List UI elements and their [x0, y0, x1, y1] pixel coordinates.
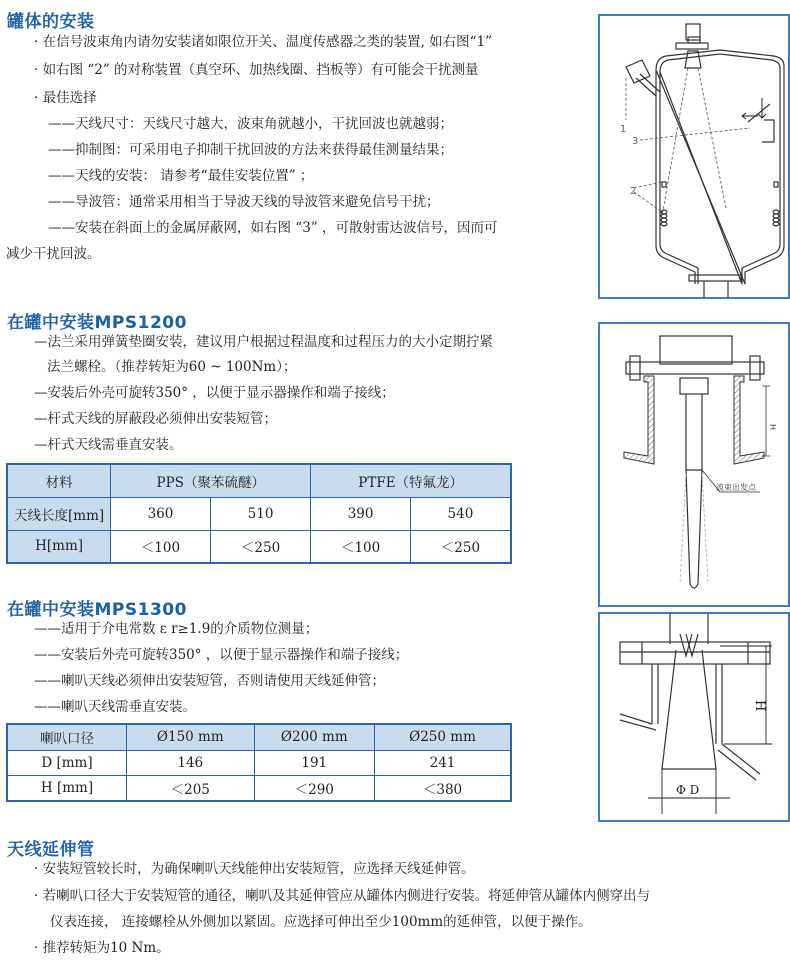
section-title-mps1300: 在罐中安装MPS1300: [7, 600, 187, 620]
table-row-label: H[mm]: [7, 530, 111, 563]
table-row-label: 天线长度[mm]: [7, 497, 111, 530]
table-header-cell: 喇叭口径: [7, 724, 127, 750]
extension-line-4: · 推荐转矩为10 Nm。: [34, 940, 170, 956]
mps1200-table: [6, 463, 512, 564]
table-row: [7, 750, 511, 775]
tank-label-1: 1: [620, 124, 627, 135]
mps1200-line-2: 法兰螺栓。（推荐转矩为60 ~ 100Nm）；: [47, 359, 297, 375]
table-row: [7, 497, 511, 530]
table-cell: 360: [111, 497, 211, 530]
table-header-cell: Ø150 mm: [127, 724, 254, 750]
rod-antenna-figure: [598, 322, 790, 607]
table-cell: 510: [210, 497, 311, 530]
mps1300-table: [6, 723, 512, 802]
mps1300-line-3: ——喇叭天线必须伸出安装短管，否则请使用天线延伸管；: [34, 673, 385, 689]
mps1300-line-4: ——喇叭天线需垂直安装。: [34, 699, 196, 715]
tank-line-9: 减少干扰回波。: [6, 246, 101, 262]
table-cell: ＜380: [375, 775, 511, 801]
tank-line-8: ——安装在斜面上的金属屏蔽网，如右图 “3” ，可散射雷达波信号，因而可: [48, 220, 498, 236]
table-cell: 146: [127, 750, 254, 775]
table-cell: ＜100: [111, 530, 211, 563]
section-title-tank: 罐体的安装: [7, 12, 95, 32]
table-row-label: H [mm]: [7, 775, 127, 801]
tank-line-5: ——抑制图：可采用电子抑制干扰回波的方法来获得最佳测量结果；: [48, 142, 453, 158]
table-row: [7, 530, 511, 563]
table-cell: ＜100: [311, 530, 411, 563]
table-header-cell: Ø200 mm: [254, 724, 375, 750]
tank-diagram: [600, 16, 788, 297]
horn-antenna-figure: [598, 612, 790, 822]
table-cell: 540: [410, 497, 511, 530]
tank-line-4: ——天线尺寸：天线尺寸越大，波束角就越小，干扰回波也就越弱；: [48, 116, 453, 132]
table-row-label: D [mm]: [7, 750, 127, 775]
mps1300-line-1: ——适用于介电常数 ε r≥1.9的介质物位测量；: [34, 621, 319, 637]
table-row: [7, 775, 511, 801]
mps1200-line-1: —法兰采用弹簧垫圈安装，建议用户根据过程温度和过程压力的大小定期拧紧: [34, 334, 493, 350]
rod-antenna-diagram: [600, 324, 788, 605]
section-title-mps1200: 在罐中安装MPS1200: [7, 313, 187, 333]
table-cell: ＜205: [127, 775, 254, 801]
extension-line-2: · 若喇叭口径大于安装短管的通径，喇叭及其延伸管应从罐体内侧进行安装。将延伸管从罐体内侧穿出与: [34, 888, 651, 904]
table-cell: ＜250: [210, 530, 311, 563]
extension-line-1: · 安装短管较长时，为确保喇叭天线能伸出安装短管，应选择天线延伸管。: [34, 861, 475, 877]
tank-line-3: · 最佳选择: [34, 90, 97, 106]
horn-antenna-diagram: [600, 614, 788, 820]
mps1200-line-5: —杆式天线需垂直安装。: [34, 437, 183, 453]
horn-label-h: H: [752, 700, 767, 712]
horn-label-diameter: Φ D: [676, 783, 700, 797]
tank-line-6: ——天线的安装： 请参考“最佳安装位置” ；: [48, 168, 314, 184]
tank-label-2: 2: [630, 186, 637, 197]
mps1300-line-2: ——安装后外壳可旋转350° ，以便于显示器操作和端子接线；: [34, 647, 409, 663]
table-cell: 390: [311, 497, 411, 530]
tank-label-3: 3: [632, 136, 639, 147]
rod-label-h: H: [768, 424, 777, 431]
section-title-extension: 天线延伸管: [7, 840, 95, 860]
table-cell: 191: [254, 750, 375, 775]
tank-line-7: ——导波管：通常采用相当于导波天线的导波管来避免信号干扰；: [48, 194, 440, 210]
tank-line-1: · 在信号波束角内请勿安装诸如限位开关、温度传感器之类的装置, 如右图“1”: [34, 34, 493, 50]
table-header-cell: 材料: [7, 464, 111, 497]
extension-line-3: 仪表连接， 连接螺栓从外侧加以紧固。应选择可伸出至少100mm的延伸管，以便于操作。: [50, 914, 592, 930]
table-header-row: [7, 724, 511, 750]
tank-figure: [598, 14, 790, 299]
mps1200-line-4: —杆式天线的屏蔽段必须伸出安装短管；: [34, 411, 277, 427]
table-header-cell: PTFE（特氟龙）: [311, 464, 511, 497]
table-header-row: [7, 464, 511, 497]
table-cell: ＜250: [410, 530, 511, 563]
mps1200-line-3: —安装后外壳可旋转350° ，以便于显示器操作和端子接线；: [34, 385, 395, 401]
table-cell: ＜290: [254, 775, 375, 801]
table-header-cell: PPS（聚苯硫醚）: [111, 464, 311, 497]
tank-line-2: · 如右图 “2” 的对称装置（真空环、加热线圈、挡板等）有可能会干扰测量: [34, 62, 479, 78]
rod-label-beam-origin: 波束出发点: [716, 483, 756, 492]
table-header-cell: Ø250 mm: [375, 724, 511, 750]
table-cell: 241: [375, 750, 511, 775]
